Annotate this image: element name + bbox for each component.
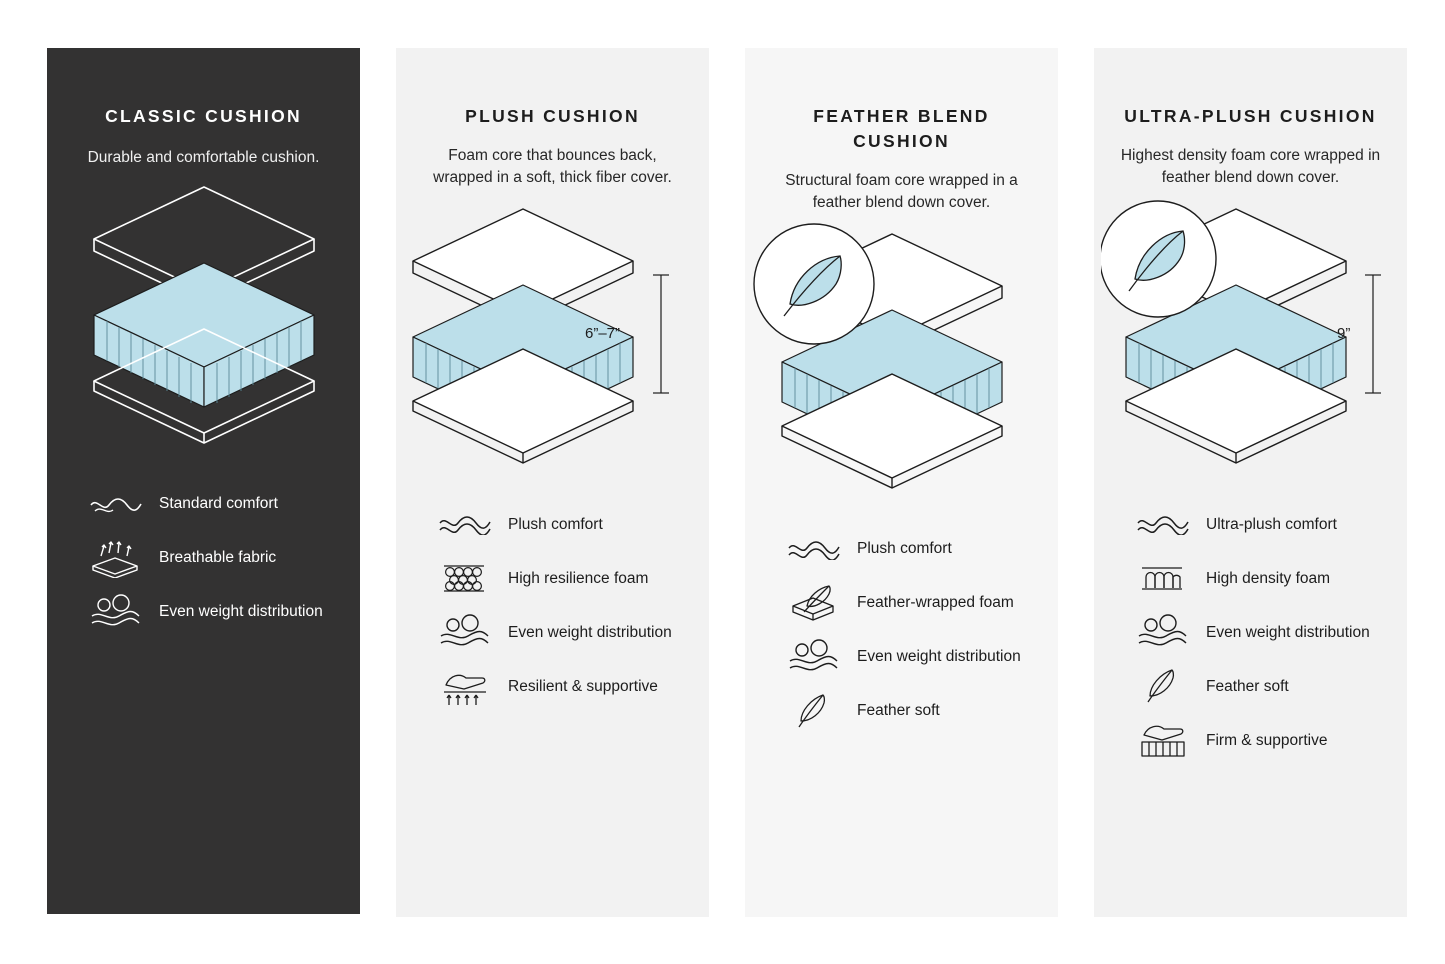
feature-label: Even weight distribution (857, 648, 1021, 666)
card-description: Highest density foam core wrapped in feather blend down cover. (1120, 146, 1381, 187)
feather-wrapped-foam-icon (785, 582, 841, 624)
card-plush-cushion (396, 48, 709, 917)
dimension-label: 9” (1337, 325, 1351, 343)
weight-distribution-icon (87, 592, 143, 632)
feature-label: Ultra-plush comfort (1206, 515, 1337, 533)
list-item (396, 659, 709, 713)
list-item (1094, 551, 1407, 605)
cushion-illustration-ultra (1094, 197, 1407, 497)
feature-label: Feather soft (1206, 677, 1289, 695)
wave-icon (87, 493, 143, 515)
page-title: PLUSH CUSHION (465, 106, 640, 126)
feature-label: Plush comfort (857, 540, 952, 558)
list-item (1094, 605, 1407, 659)
cushion-illustration-classic (47, 177, 360, 477)
feather-icon (1134, 664, 1190, 708)
feature-label: Plush comfort (508, 515, 603, 533)
card-classic-cushion (47, 48, 360, 914)
list-item (1094, 497, 1407, 551)
feature-list-feather (745, 522, 1058, 738)
feature-label: Resilient & supportive (508, 677, 658, 695)
list-item (396, 605, 709, 659)
feature-list-classic (47, 477, 360, 639)
list-item (47, 531, 360, 585)
card-description: Durable and comfortable cushion. (87, 148, 320, 166)
feature-list-ultra (1094, 497, 1407, 767)
page-title: CLASSIC CUSHION (105, 106, 302, 126)
list-item (1094, 713, 1407, 767)
weight-distribution-icon (1134, 612, 1190, 652)
list-item (47, 585, 360, 639)
dimension-label: 6”–7” (585, 325, 621, 343)
feature-label: Even weight distribution (1206, 623, 1370, 641)
weight-distribution-icon (436, 612, 492, 652)
list-item (745, 684, 1058, 738)
card-feather-blend-cushion (745, 48, 1058, 917)
wave-icon (1134, 513, 1190, 535)
cushion-illustration-feather (745, 222, 1058, 522)
wave-icon (436, 513, 492, 535)
feature-label: Even weight distribution (159, 603, 323, 621)
list-item (1094, 659, 1407, 713)
card-ultra-plush-cushion (1094, 48, 1407, 917)
list-item (47, 477, 360, 531)
feature-label: Even weight distribution (508, 623, 672, 641)
feature-label: Feather-wrapped foam (857, 594, 1014, 612)
feature-list-plush (396, 497, 709, 713)
breathable-fabric-icon (87, 538, 143, 578)
card-description: Foam core that bounces back, wrapped in a soft, thick fiber cover. (433, 146, 672, 187)
feather-badge-icon (754, 224, 874, 344)
high-density-foam-icon (1134, 560, 1190, 596)
feather-badge-icon (1101, 201, 1216, 317)
exploded-cushion-diagram (403, 197, 703, 477)
list-item (745, 630, 1058, 684)
feature-label: Breathable fabric (159, 549, 277, 567)
feature-label: Feather soft (857, 702, 940, 720)
firm-support-icon (1134, 719, 1190, 761)
list-item (745, 576, 1058, 630)
weight-distribution-icon (785, 637, 841, 677)
honeycomb-foam-icon (436, 557, 492, 599)
exploded-cushion-diagram (1101, 197, 1401, 477)
feature-label: High density foam (1206, 569, 1331, 587)
exploded-cushion-diagram (74, 177, 334, 447)
list-item (396, 551, 709, 605)
cushion-illustration-plush (396, 197, 709, 497)
wave-icon (785, 538, 841, 560)
feather-icon (785, 689, 841, 733)
feature-label: High resilience foam (508, 569, 649, 587)
feature-label: Standard comfort (159, 495, 278, 513)
resilient-support-icon (436, 665, 492, 707)
card-description: Structural foam core wrapped in a feather blend down cover. (785, 171, 1018, 211)
list-item (745, 522, 1058, 576)
feature-label: Firm & supportive (1206, 731, 1328, 749)
list-item (396, 497, 709, 551)
page-title: FEATHER BLEND CUSHION (813, 106, 990, 151)
page-title: ULTRA-PLUSH CUSHION (1124, 106, 1377, 126)
exploded-cushion-diagram (752, 222, 1052, 502)
